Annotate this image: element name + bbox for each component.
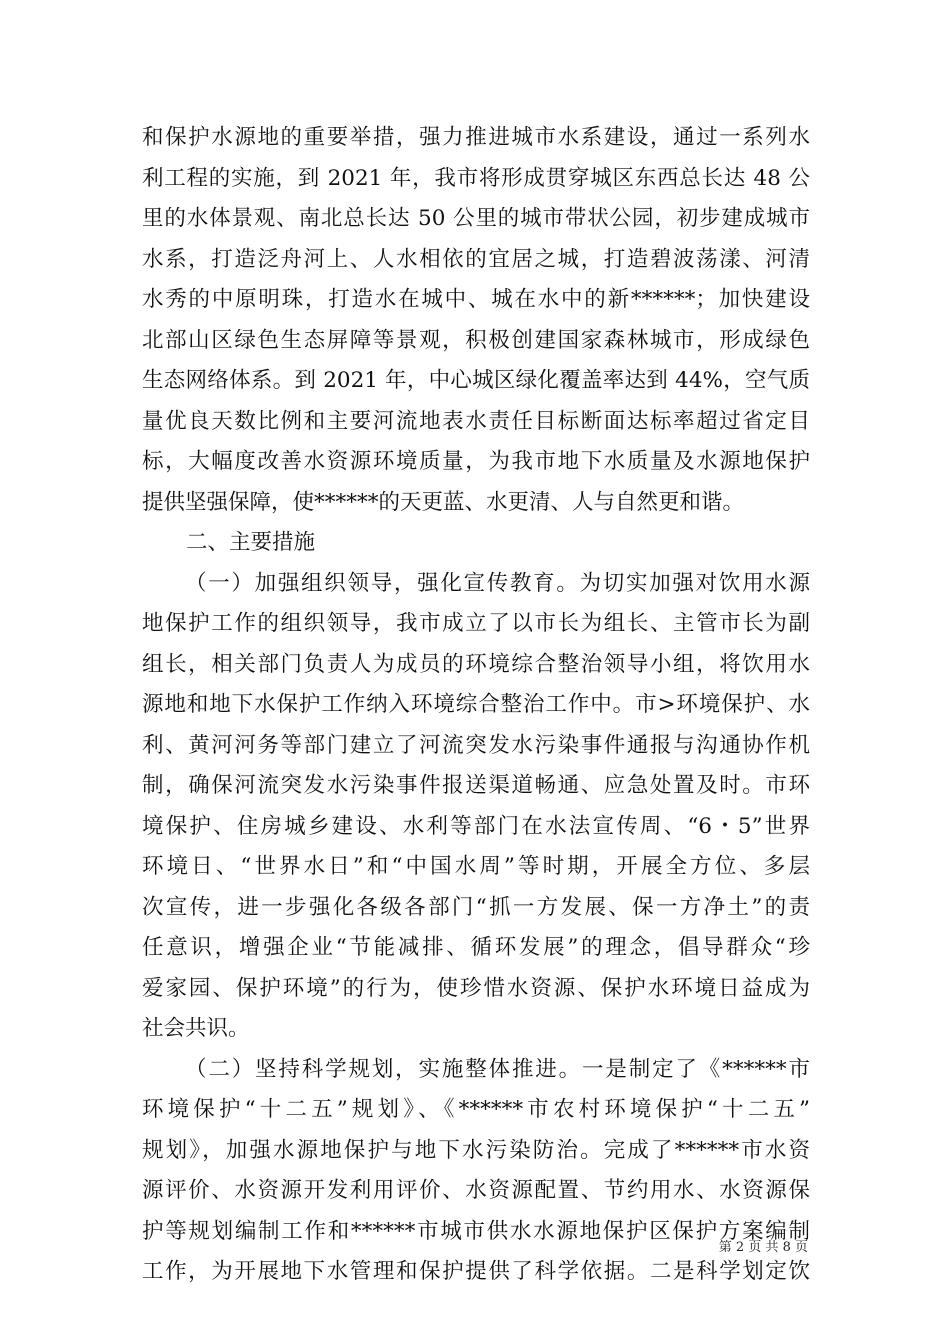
text-line: 量优良天数比例和主要河流地表水责任目标断面达标率超过省定目 <box>142 408 810 434</box>
text-line: 环境保护“十二五”规划》、《******市农村环境保护“十二五” <box>142 1097 810 1122</box>
text-line: 水系，打造泛舟河上、人水相依的宜居之城，打造碧波荡漾、河清 <box>142 246 810 272</box>
text-line: 护等规划编制工作和******市城市供水水源地保护区保护方案编制 <box>142 1218 810 1244</box>
text-line: 制，确保河流突发水污染事件报送渠道畅通、应急处置及时。市环 <box>142 773 810 798</box>
text-line: 任意识，增强企业“节能减排、循环发展”的理念，倡导群众“珍 <box>142 935 810 960</box>
text-line: 和保护水源地的重要举措，强力推进城市水系建设，通过一系列水 <box>142 125 810 150</box>
text-line: 次宣传，进一步强化各级各部门“抓一方发展、保一方净土”的责 <box>142 894 810 920</box>
text-line: 环境日、“世界水日”和“中国水周”等时期，开展全方位、多层 <box>142 854 810 879</box>
text-line: 利、黄河河务等部门建立了河流突发水污染事件通报与沟通协作机 <box>142 732 810 758</box>
text-line: 北部山区绿色生态屏障等景观，积极创建国家森林城市，形成绿色 <box>142 327 810 353</box>
text-line: 规划》，加强水源地保护与地下水污染防治。完成了******市水资 <box>142 1137 810 1163</box>
text-line: 爱家园、保护环境”的行为，使珍惜水资源、保护水环境日益成为 <box>142 975 810 1001</box>
text-line: 工作，为开展地下水管理和保护提供了科学依据。二是科学划定饮 <box>142 1259 810 1284</box>
text-line: （二）坚持科学规划，实施整体推进。一是制定了《******市 <box>185 1056 810 1082</box>
text-line: 源评价、水资源开发利用评价、水资源配置、节约用水、水资源保 <box>142 1178 810 1203</box>
document-body <box>142 118 810 1293</box>
text-line: 社会共识。 <box>142 1016 250 1041</box>
text-line: （一）加强组织领导，强化宣传教育。为切实加强对饮用水源 <box>185 570 810 596</box>
text-line: 里的水体景观、南北总长达 50 公里的城市带状公园，初步建成城市 <box>142 206 810 231</box>
text-line: 水秀的中原明珠，打造水在城中、城在水中的新******；加快建设 <box>142 287 810 312</box>
text-line: 地保护工作的组织领导，我市成立了以市长为组长、主管市长为副 <box>142 611 810 636</box>
text-line: 组长，相关部门负责人为成员的环境综合整治领导小组，将饮用水 <box>142 651 810 677</box>
text-line: 源地和地下水保护工作纳入环境综合整治工作中。市>环境保护、水 <box>142 692 810 717</box>
text-line: 利工程的实施，到 2021 年，我市将形成贯穿城区东西总长达 48 公 <box>142 165 810 191</box>
text-line: 二、主要措施 <box>186 530 316 555</box>
text-line: 提供坚强保障，使******的天更蓝、水更清、人与自然更和谐。 <box>142 489 745 515</box>
text-line: 境保护、住房城乡建设、水利等部门在水法宣传周、“6・5”世界 <box>142 813 810 839</box>
page-number-footer: 第 2 页 共 8 页 <box>718 1240 808 1255</box>
text-line: 标，大幅度改善水资源环境质量，为我市地下水质量及水源地保护 <box>142 449 810 474</box>
text-line: 生态网络体系。到 2021 年，中心城区绿化覆盖率达到 44%，空气质 <box>142 368 810 393</box>
